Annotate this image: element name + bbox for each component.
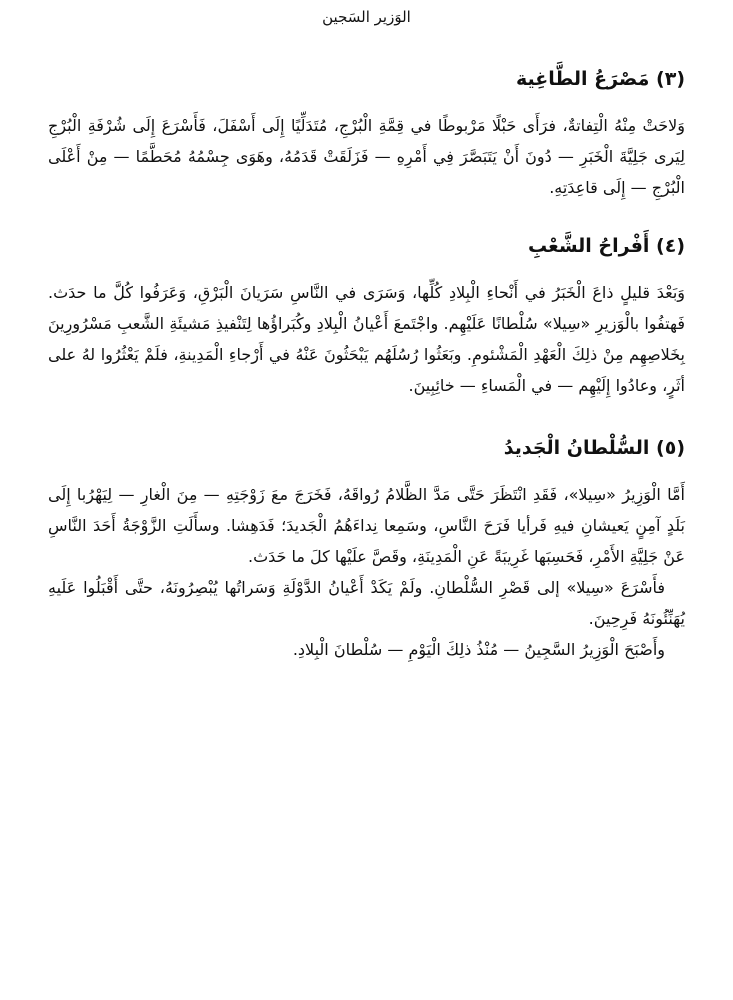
paragraph: وأَصْبَحَ الْوَزِيرُ السَّجِينُ — مُنْذُ ذلِكَ الْيَوْمِ — سُلْطانَ الْبِلادِ. <box>292 640 665 659</box>
running-header: الوَزير السَجين <box>322 8 411 26</box>
paragraph: فأَسْرَعَ «سِيلا» إلى قَصْرِ السُّلْطانِ. ولَمْ يَكَدْ أَعْيانُ الدَّوْلَةِ وَسَراتُها يُبْصِرُونَهُ، حتَّى أَقْبَلُوا عَلَيهِ يُهَنِّئُونَهُ فَرِحِينَ. <box>48 578 685 628</box>
section-body-4 <box>48 277 685 401</box>
paragraph: وَلاحَتْ مِنْهُ الْتِفاتةٌ، فرَأَى حَبْلًا مَرْبوطًا في قِمَّةِ الْبُرْجِ، مُتَدَلِّيًا إِلَى أَسْفَلَ، فَأَسْرَعَ إِلَى شُرْفَةِ الْبُرْجِ لِيَرى جَلِيَّةَ الْخَبَرِ — دُونَ أَنْ يَتَبَصَّرَ فِي أَمْرِهِ — فَزَلَقَتْ قَدَمُهُ، وهَوَى جِسْمُهُ مُحَطَّمًا — مِنْ أَعْلَى الْبُرْجِ — إِلَى قاعِدَتِهِ. <box>48 116 685 197</box>
section-body-5 <box>48 479 685 665</box>
section-title-3: (٣) مَصْرَعُ الطَّاغِية <box>515 68 685 90</box>
paragraph: أَمَّا الْوَزِيرُ «سِيلا»، فَقَدِ انْتَظَرَ حَتَّى مَدَّ الظَّلامُ رُواقَهُ، فَخَرَجَ معَ زَوْجَتِهِ — مِنَ الْغارِ — لِيَهْرُبا إِلَى بَلَدٍ آمِنٍ يَعيشانِ فيهِ فَرأيا فَرَحَ النَّاسِ، وسَمِعا نِداءَهُمُ الْجَديدَ؛ فَدَهِشا. وسأَلَتِ الزَّوْجَةُ أَحَدَ النَّاسِ عَنْ جَلِيَّةِ الأَمْرِ، فَحَسِبَها غَرِيبَةً عَنِ الْمَدِينَةِ، وقَصَّ علَيْها كلَ ما حَدَث. <box>48 485 685 566</box>
section-body-3 <box>48 110 685 203</box>
section-title-4: (٤) أَفْراحُ الشَّعْبِ <box>527 235 685 257</box>
paragraph: وَبَعْدَ قليلٍ ذاعَ الْخَبَرُ في أَنْحاءِ الْبِلادِ كُلِّها، وَسَرَى في النَّاسِ سَرَيانَ الْبَرْقِ، وَعَرَفُوا كُلَّ ما حدَث. فَهتفُوا بالْوَزيرِ «سِيلا» سُلْطانًا عَلَيْهِم. واجْتَمعَ أَعْيانُ الْبِلادِ وكُبَراؤُها لِتَنْفيذِ مَشيئَةِ الشَّعبِ مَسْرُورِينَ بِخَلاصِهِم مِنْ ذلِكَ الْعَهْدِ الْمَشْئومِ. وبَعَثُوا رُسُلَهُم يَبْحَثُونَ عَنْهُ في أَرْجاءِ الْمَدِينةِ، فلَمْ يَعْثُرُوا لهُ على أثَرٍ، وعادُوا إِلَيْهِم — في الْمَساءِ — خائِبِينَ. <box>48 283 685 395</box>
section-title-5: (٥) السُّلْطانُ الْجَديدُ <box>503 437 685 459</box>
